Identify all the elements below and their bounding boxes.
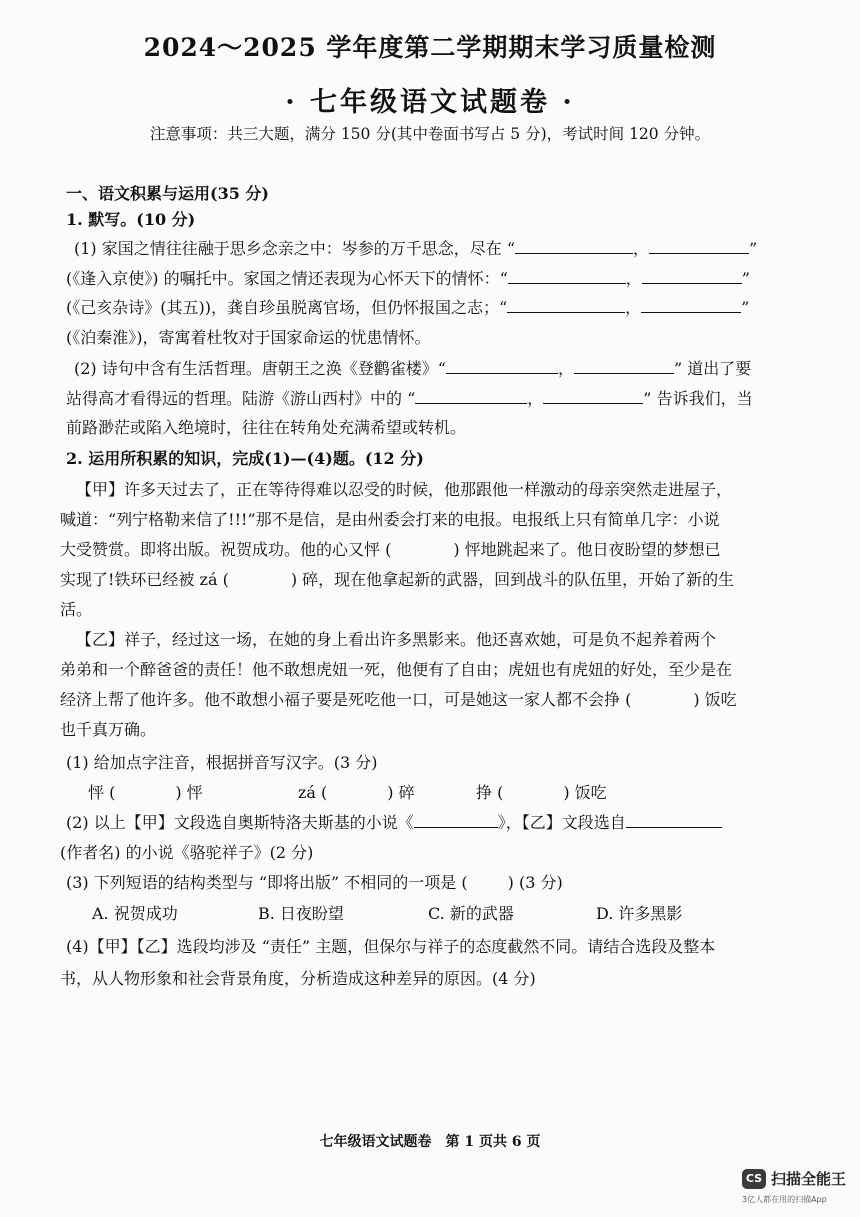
q2-s1-heading: (1) 给加点字注音，根据拼音写汉字。(3 分) [66,753,378,772]
scanner-tagline: 3亿人都在用的扫描App [742,1195,827,1204]
scanner-logo [742,1168,846,1189]
yi-line3 [60,687,737,710]
yi-line3-text: 经济上帮了他许多。他不敢想小福子要是死吃他一口，可是她这一家人都不会挣 ( [60,690,632,709]
answer-blank[interactable] [641,296,741,313]
q1-p2-line2-text: 站得高才看得远的哲理。陆游《游山西村》中的 “ [66,389,416,408]
yi-line2: 弟弟和一个醉爸爸的责任！他不敢想虎妞一死，他便有了自由；虎妞也有虎妞的好处，至少是在 [60,660,733,679]
q2-s2-text: (2) 以上【甲】文段选自奥斯特洛夫斯基的小说《 [66,813,414,832]
answer-blank[interactable] [414,811,498,828]
q2-s1-item-a [88,780,203,803]
q2-s4-line2: 书，从人物形象和社会背景角度，分析造成这种差异的原因。(4 分) [60,969,536,988]
q1-p2-line2 [66,386,753,409]
jia-line4-tail: ) 碎，现在他拿起新的武器，回到战斗的队伍里，开始了新的生 [290,570,735,589]
comma: ， [633,239,650,258]
q2-s4-line1: (4)【甲】【乙】选段均涉及 “责任” 主题，但保尔与祥子的态度截然不同。请结合选段及整本 [66,937,716,956]
item-b-tail: ) 碎 [387,783,415,802]
q1-p2-line1-text: (2) 诗句中含有生活哲理。唐朝王之涣《登鹳雀楼》“ [74,359,446,378]
q1-p2-line1-tail: ” 道出了要 [673,359,752,378]
jia-line4 [60,567,734,590]
q1-p1-line2 [66,266,750,289]
close-quote: ” [741,269,750,288]
comma: ， [527,389,544,408]
option-b[interactable]: B. 日夜盼望 [258,904,344,923]
q1-p1-line2-text: (《逢入京使》) 的嘱托中。家国之情还表现为心怀天下的情怀：“ [66,269,508,288]
scanner-app-name: 扫描全能王 [771,1170,847,1188]
q2-s3 [66,870,563,893]
q1-p1-line1-text: (1) 家国之情往往融于思乡念亲之中：岑参的万千思念，尽在 “ [74,239,516,258]
option-d[interactable]: D. 许多黑影 [596,904,683,923]
item-b-text: zá ( [298,783,328,802]
jia-line3 [60,537,721,560]
comma: ， [625,269,642,288]
q1-p2-line3: 前路渺茫或陷入绝境时，往往在转角处充满希望或转机。 [66,418,467,437]
section-1-heading: 一、语文积累与运用(35 分) [66,184,269,203]
comma: ， [625,298,642,317]
option-c[interactable]: C. 新的武器 [428,904,514,923]
q2-s3-text: (3) 下列短语的结构类型与 “即将出版” 不相同的一项是 ( [66,873,468,892]
answer-blank[interactable] [626,811,722,828]
jia-line1: 【甲】许多天过去了，正在等待得难以忍受的时候，他那跟他一样激动的母亲突然走进屋子， [76,480,733,499]
jia-line3-text: 大受赞赏。即将出版。祝贺成功。他的心又怦 ( [60,540,392,559]
jia-line3-tail: ) 怦地跳起来了。他日夜盼望的梦想已 [453,540,721,559]
answer-blank[interactable] [543,387,643,404]
answer-blank[interactable] [649,237,749,254]
jia-line4-text: 实现了!铁环已经被 zá ( [60,570,229,589]
yi-line1: 【乙】祥子，经过这一场，在她的身上看出许多黑影来。他还喜欢她，可是负不起养着两个 [76,630,717,649]
page-footer: 七年级语文试题卷 第 1 页共 6 页 [319,1134,541,1150]
q2-s1-item-b [298,780,415,803]
item-c-tail: ) 饭吃 [563,783,607,802]
close-quote: ” [741,298,750,317]
answer-blank[interactable] [642,267,742,284]
q2-s1-item-c [476,780,607,803]
q1-p1-line3 [66,295,749,318]
comma: ， [557,359,574,378]
q2-s2-line2: (作者名) 的小说《骆驼祥子》(2 分) [60,843,314,862]
exam-notice: 注意事项：共三大题，满分 150 分(其中卷面书写占 5 分)，考试时间 120 分钟。 [149,125,711,143]
answer-blank[interactable] [574,357,674,374]
item-c-text: 挣 ( [476,783,504,802]
item-a-text: 怦 ( [88,783,116,802]
answer-blank[interactable] [415,387,527,404]
answer-blank[interactable] [507,296,625,313]
q1-p1-line1 [74,236,757,259]
q1-p1-line3-text: (《己亥杂诗》(其五))，龚自珍虽脱离官场，但仍怀报国之志；“ [66,298,508,317]
yi-line3-tail: ) 饭吃 [693,690,737,709]
exam-title: 2024～2025 学年度第二学期期末学习质量检测 [143,33,717,62]
q1-heading: 1. 默写。(10 分) [66,210,196,229]
q2-s3-tail: ) (3 分) [507,873,563,892]
answer-blank[interactable] [508,267,626,284]
q1-p2-line1 [74,356,751,379]
exam-subtitle: · 七年级语文试题卷 · [285,87,575,118]
cs-logo-icon: CS [742,1169,766,1189]
q1-p1-line4: (《泊秦淮》)，寄寓着杜牧对于国家命运的忧患情怀。 [66,328,431,347]
item-a-tail: ) 怦 [175,783,203,802]
jia-line2: 喊道：“列宁格勒来信了!!!”那不是信，是由州委会打来的电报。电报纸上只有简单几字：小说 [60,510,720,529]
close-quote: ” [749,239,758,258]
q2-heading: 2. 运用所积累的知识，完成(1)—(4)题。(12 分) [66,449,424,468]
answer-blank[interactable] [446,357,558,374]
answer-blank[interactable] [515,237,633,254]
yi-line4: 也千真万确。 [60,720,157,739]
jia-line5: 活。 [60,600,93,619]
q1-p2-line2-tail: ” 告诉我们，当 [643,389,753,408]
q2-s2-mid: 》，【乙】文段选自 [497,813,626,832]
q2-s2-line1 [66,810,722,833]
option-a[interactable]: A. 祝贺成功 [92,904,178,923]
